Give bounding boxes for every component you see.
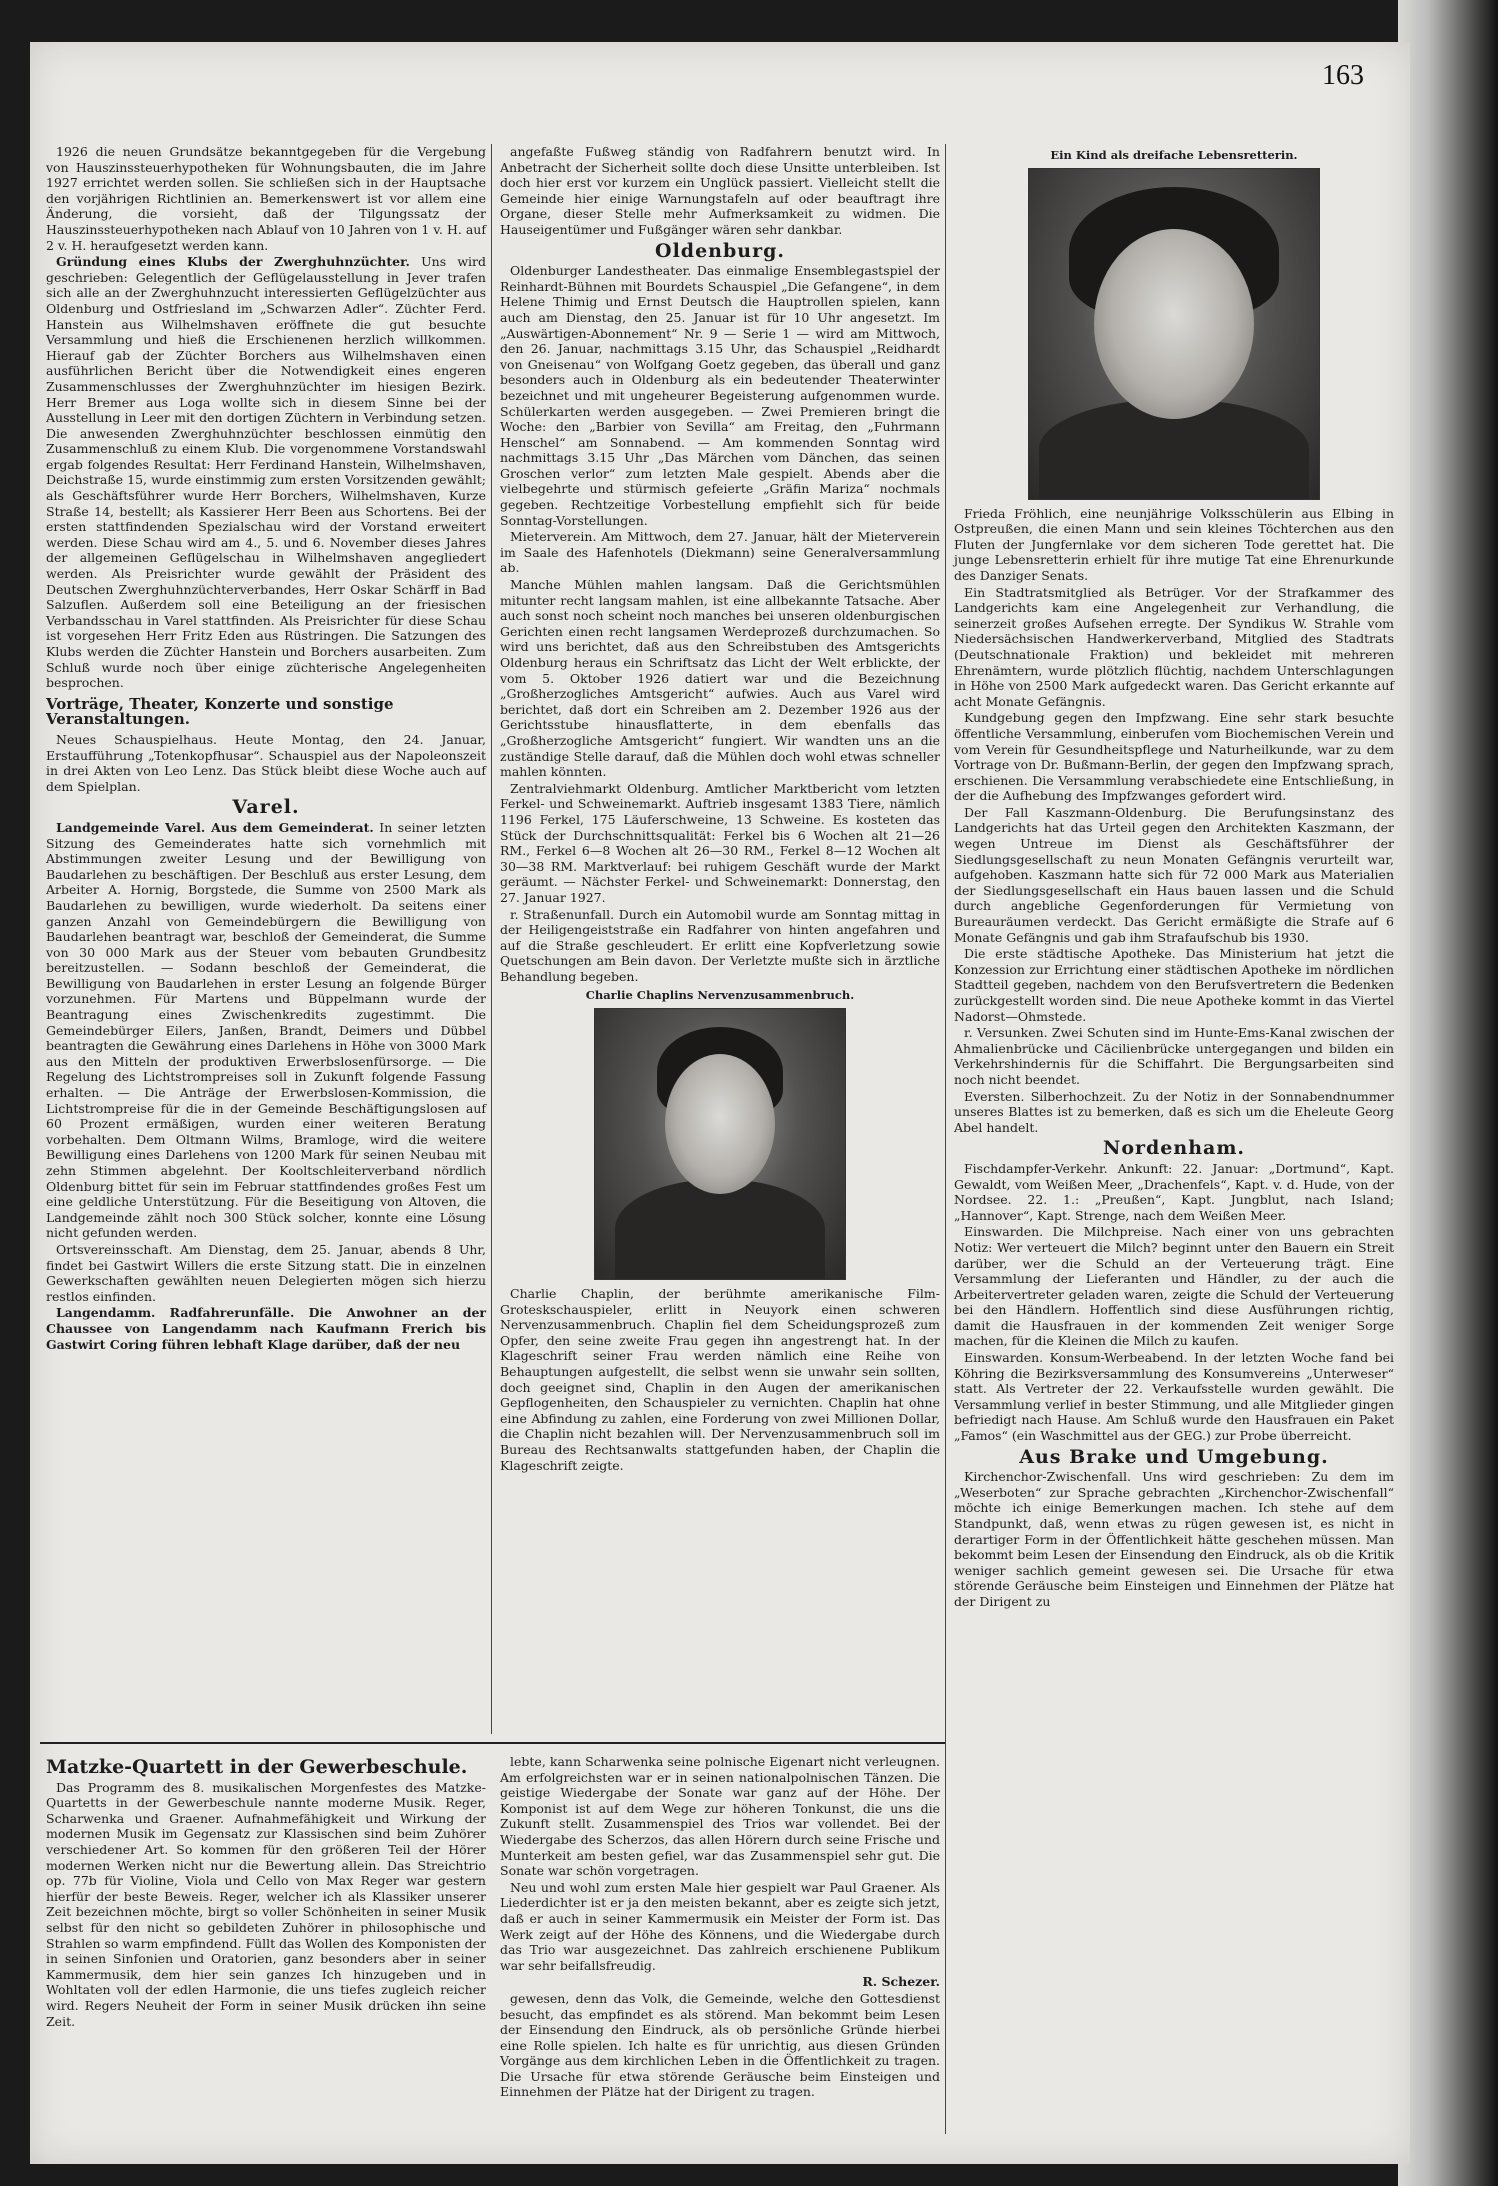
section-heading-oldenburg: Oldenburg. bbox=[655, 239, 785, 262]
chaplin-photo bbox=[594, 1008, 846, 1280]
photo-caption-chaplin: Charlie Chaplins Nervenzusammenbruch. bbox=[585, 988, 855, 1003]
section-rule bbox=[40, 1742, 945, 1744]
bottom-column-1 bbox=[46, 1754, 486, 2030]
scan-edge bbox=[1398, 0, 1498, 2186]
article-text: Das Programm des 8. musikalischen Morgenfestes des Matzke-Quartetts in der Gewerbeschule nannte moderne Musik. Reger, Scharwenka und Graener. Aufnahmefähigkeit und Wirkung der modernen Musik im Gegensatz zur Klassischen sind beim Zuhörer verschiedener Art. So kommen für den größeren Teil der Hörer modernen Werken nicht nur die Bewertung allein. Das Streichtrio op. 77b für Violine, Viola und Cello von Max Reger war gestern hierfür der beste Beweis. Reger, welcher ich als Klassiker unserer Zeit bezeichnen möchte, birgt so voller Schönheiten in seiner Musik selbst für den nicht so gebildeten Zuhörer in philosophische und Strahlen so warm empfindend. Füllt das Wollen des Komponisten der in seinen Sinfonien und Oratorien, ganz besonders aber in seiner Kammermusik, dem hier sein ganzes Ich hinzugeben und in Wohltaten voll der edlen Harmonie, die uns tiefes zugleich reicher wird. Regers Neuheit der Form in seiner Musik drücken ihn seine Zeit. bbox=[46, 1779, 486, 2029]
article-text: Zentralviehmarkt Oldenburg. Amtlicher Marktbericht vom letzten Ferkel- und Schweinemarkt. Auftrieb insgesamt 1383 Tiere, nämlich 1196 Ferkel, 175 Läuferschweine, 13 Schweine. Es kosteten das Stück der Durchschnittsqualität: Ferkel bis 6 Wochen alt 21—26 RM., Ferkel 6—8 Wochen alt 26—30 RM., Ferkel 8—12 Wochen alt 30—38 RM. Marktverlauf: bei ruhigem Geschäft wurde der Markt geräumt. — Nächster Ferkel- und Schweinemarkt: Donnerstag, den 27. Januar 1927. bbox=[500, 780, 940, 905]
column-2 bbox=[500, 144, 940, 1474]
column-rule bbox=[491, 144, 492, 1734]
girl-photo bbox=[1028, 168, 1320, 500]
section-heading-brake: Aus Brake und Umgebung. bbox=[1019, 1445, 1329, 1468]
article-signature: R. Schezer. bbox=[862, 1974, 940, 1990]
newspaper-page bbox=[30, 42, 1410, 2164]
column-rule bbox=[945, 144, 946, 2134]
section-heading-nordenham: Nordenham. bbox=[1102, 1137, 1246, 1160]
article-text: r. Versunken. Zwei Schuten sind im Hunte-Ems-Kanal zwischen der Ahmalienbrücke und Cäcilienbrücke untergegangen und bilden ein Verkehrshindernis für die Schiffahrt. Die Bergungsarbeiten sind noch nicht beendet. bbox=[954, 1025, 1394, 1087]
article-lead: angefaßte Fußweg ständig von Radfahrern benutzt wird. In Anbetracht der Sicherheit sollte doch diese Unsitte unterbleiben. Ist doch hier erst vor kurzem ein Unglück passiert. Vielleicht stellt die Gemeinde hier einige Warnungstafeln auf oder beauftragt ihre Organe, dieser Stelle mehr Aufmerksamkeit zu widmen. Die Hauseigentümer und Fußgänger wären sehr dankbar. bbox=[500, 144, 940, 237]
article-text: Kirchenchor-Zwischenfall. Uns wird geschrieben: Zu dem im „Weserboten“ zur Sprache gebrachten „Kirchenchor-Zwischenfall“ möchte ich einige Bemerkungen machen. Ich stehe auf dem Standpunkt, daß, wenn etwas zu rügen gewesen ist, es nicht in derartiger Form in der Öffentlichkeit hätte geschehen müssen. Man bekommt beim Lesen der Einsendung den Eindruck, als ob die Kritik weniger sachlich gemeint gewesen sei. Die Ursache für etwa störende Geräusche beim Einsteigen und Einnehmen der Plätze hat der Dirigent zu bbox=[954, 1469, 1394, 1609]
bottom-column-2 bbox=[500, 1754, 940, 2101]
column-3 bbox=[954, 144, 1394, 1611]
section-heading: Vorträge, Theater, Konzerte und sonstige Veranstaltungen. bbox=[46, 694, 394, 729]
article-text: Manche Mühlen mahlen langsam. Daß die Gerichtsmühlen mitunter recht langsam mahlen, ist eine allbekannte Tatsache. Aber auch sonst noch scheint noch manches bei unseren oldenburgischen Gerichten einen recht langsamen Werdeprozeß durchzumachen. So wird uns berichtet, daß aus den Schreibstuben des Amtsgerichts Oldenburg heraus ein Schriftsatz das Licht der Welt erblickte, der vom 5. Oktober 1926 datiert war und die Bezeichnung „Großherzogliches Amtsgericht“ aufwies. Auch aus Varel wird berichtet, daß dort ein Schreiben am 2. Dezember 1926 aus der Gerichtsstube hinausflatterte, in dem ebenfalls das „Großherzogliche Amtsgericht“ fungiert. Wir wandten uns an die zuständige Stelle darauf, daß die Mühlen doch wohl etwas schneller mahlen könnten. bbox=[500, 577, 940, 780]
article-text: lebte, kann Scharwenka seine polnische Eigenart nicht verleugnen. Am erfolgreichsten war er in seinen nationalpolnischen Tänzen. Die geistige Wiedergabe der Sonate war ganz auf der Höhe. Der Komponist ist auf dem Wege zur höheren Tonkunst, die uns die Zukunft stellt. Zusammenspiel des Trios war vollendet. Bei der Wiedergabe des Scherzos, das allen Hörern durch seine Frische und Munterkeit am besten gefiel, war das Zusammenspiel sehr gut. Die Sonate war schön vorgetragen. bbox=[500, 1754, 940, 1879]
article-lead: 1926 die neuen Grundsätze bekanntgegeben für die Vergebung von Hauszinssteuerhypotheken für Wohnungsbauten, die im Jahre 1927 errichtet werden sollen. Sie schließen sich in der Hauptsache den vorjährigen Richtlinien an. Bemerkenswert ist vor allem eine Änderung, die vorsieht, daß der Tilgungssatz der Hauszinssteuerhypotheken nach Ablauf von 10 Jahren von 1 v. H. auf 2 v. H. heraufgesetzt werden kann. bbox=[46, 144, 486, 253]
article-text: Die erste städtische Apotheke. Das Ministerium hat jetzt die Konzession zur Errichtung einer städtischen Apotheke im nördlichen Stadtteil gegeben, nachdem von den Berufsvertretern die Bedenken zurückgestellt worden sind. Die neue Apotheke kommt in das Viertel Nadorst—Ohmstede. bbox=[954, 946, 1394, 1024]
article-text: Oldenburger Landestheater. Das einmalige Ensemblegastspiel der Reinhardt-Bühnen mit Bourdets Schauspiel „Die Gefangene“, in dem Helene Thimig und Ernst Deutsch die Hauptrollen spielen, kann auch am Dienstag, den 25. Januar ist für 10 Uhr angesetzt. Im „Auswärtigen-Abonnement“ Nr. 9 — Serie 1 — wird am Mittwoch, den 26. Januar, nachmittags 3.15 Uhr, das Schauspiel „Reidhardt von Gneisenau“ von Wolfgang Goetz gegeben, das überall und ganz besonders auch in Oldenburg als ein bedeutender Theaterwinter bezeichnet und mit ungeheurer Begeisterung aufgenommen wurde. Schülerkarten werden ausgegeben. — Zwei Premieren bringt die Woche: den „Barbier von Sevilla“ am Freitag, den „Fuhrmann Henschel“ am Sonnabend. — Am kommenden Sonntag wird nachmittags 3.15 Uhr „Das Märchen vom Dänchen, das seinen Groschen verlor“ zum letzten Male gespielt. Abends aber die vielbegehrte und stürmisch gefeierte „Gräfin Mariza“ nochmals gegeben. Rechtzeitige Vorbestellung empfiehlt sich für beide Sonntag-Vorstellungen. bbox=[500, 263, 940, 528]
article-text: Einswarden. Konsum-Werbeabend. In der letzten Woche fand bei Köhring die Bezirksversammlung des Konsumvereins „Unterweser“ statt. Als Vertreter der 22. Verkaufsstelle wurden gewählt. Die Versammlung verlief in bester Stimmung, und alle Mitglieder gingen befriedigt nach Hause. Am Schluß wurde den Hausfrauen ein Paket „Famos“ (ein Waschmittel aus der GEG.) zur Probe überreicht. bbox=[954, 1350, 1394, 1444]
article-text: In seiner letzten Sitzung des Gemeinderates hatte sich vornehmlich mit Abstimmungen zweiter Lesung und der Bewilligung von Baudarlehen zu beschäftigen. Der Beschluß aus erster Lesung, dem Arbeiter A. Hornig, Borgstede, die Summe von 2500 Mark als Baudarlehen zu bewilligen, wurde wiederholt. Da seitens einer ganzen Anzahl von Gemeindebürgern die Bewilligung von Baudarlehen beantragt war, beschloß der Gemeinderat, die Summe von 30 000 Mark aus der Steuer vom bebauten Grundbesitz bereitzustellen. — Sodann beschloß der Gemeinderat, die Bewilligung von Baudarlehen in erster Lesung an folgende Bürger vorzunehmen. Für Martens und Büppelmann wurde der Beantragung eines Zwischenkredits zugestimmt. Die Gemeindebürger Eilers, Janßen, Brandt, Deimers und Dübbel beantragten die Gewährung eines Darlehens in Höhe von 3000 Mark aus den Mitteln der produktiven Erwerbslosenfürsorge. — Die Regelung des Lichtstrompreises soll in Zukunft folgende Fassung erhalten. — Die Anträge der Erwerbslosen-Kommission, die Lichtstrompreise für die in der Gemeinde Beschäftigungslosen auf 60 Prozent ermäßigen, wurden einer weiteren Beratung vorbehalten. Dem Oltmann Wilms, Bramloge, wird die weitere Bewilligung eines Darlehens von 1200 Mark für seinen Neubau mit zehn Stimmen abgelehnt. Der Kooltschleiterverband nördlich Oldenburg bittet für sein im Februar stattfindendes großes Fest um eine geldliche Unterstützung. Für die Beseitigung von Altoven, die Landgemeinde zählt noch 300 Stück solcher, konnte eine Lösung nicht gefunden werden. bbox=[46, 819, 486, 1241]
article-text: Neu und wohl zum ersten Male hier gespielt war Paul Graener. Als Liederdichter ist er ja den meisten bekannt, aber es zeigte sich jetzt, daß er auch in seiner Kammermusik ein Meister der Form ist. Das Werk zeigt auf der Höhe des Könnens, und die Wiedergabe durch das Trio war ausgezeichnet. Das zahlreich erschienene Publikum war sehr beifallsfreudig. bbox=[500, 1879, 940, 1973]
article-text: Neues Schauspielhaus. Heute Montag, den 24. Januar, Erstaufführung „Totenkopfhusar“. Schauspiel aus der Napoleonszeit in drei Akten von Leo Lenz. Das Stück bleibt diese Woche auch auf dem Spielplan. bbox=[46, 731, 486, 794]
article-text: Kundgebung gegen den Impfzwang. Eine sehr stark besuchte öffentliche Versammlung, einberufen vom Biochemischen Verein und vom Verein für Gesundheitspflege und Naturheilkunde, war zu dem Vortrage von Dr. Bußmann-Berlin, der gegen den Impfzwang sprach, erschienen. Die Versammlung verabschiedete eine Entschließung, in der die Aufhebung des Impfzwanges gefordert wird. bbox=[954, 710, 1394, 804]
section-heading-varel: Varel. bbox=[232, 796, 300, 819]
article-kicker: Landgemeinde Varel. Aus dem Gemeinderat. bbox=[56, 819, 374, 835]
photo-face bbox=[665, 1054, 775, 1194]
article-text: r. Straßenunfall. Durch ein Automobil wurde am Sonntag mittag in der Heiligengeiststraße ein Radfahrer von hinten angefahren und auf die Straße geschleudert. Er erlitt eine Kopfverletzung sowie Quetschungen am Bein davon. Der Verletzte mußte sich in ärztliche Behandlung begeben. bbox=[500, 906, 940, 984]
article-text: Einswarden. Die Milchpreise. Nach einer von uns gebrachten Notiz: Wer verteuert die Milch? beginnt unter den Bauern ein Streit darüber, wer die Schuld an der Verteuerung trägt. Eine Versammlung der Lieferanten und Händler, zu der auch die Arbeitervertreter geladen waren, zeigte die Schuld der Verteuerung bei den Händlern. Hoffentlich sind diese Ausführungen richtig, damit die Hausfrauen in der kommenden Zeit weniger Sorge machen, für die Kleinen die Milch zu kaufen. bbox=[954, 1224, 1394, 1349]
article-text: Frieda Fröhlich, eine neunjährige Volksschülerin aus Elbing in Ostpreußen, die einen Mann und sein kleines Töchterchen aus den Fluten der Jungfernlake vor dem sicheren Tode gerettet hat. Die junge Lebensretterin erhielt für ihre mutige Tat eine Ehrenurkunde des Danziger Senats. bbox=[954, 505, 1394, 583]
section-heading-matzke: Matzke-Quartett in der Gewerbeschule. bbox=[46, 1756, 468, 1778]
article-text: Ortsvereinsschaft. Am Dienstag, dem 25. Januar, abends 8 Uhr, findet bei Gastwirt Willers die erste Sitzung statt. Die in einzelnen Gewerkschaften gewählten neuen Delegierten mögen sich hierzu restlos einfinden. bbox=[46, 1241, 486, 1304]
article-text: Langendamm. Radfahrerunfälle. Die Anwohner an der Chaussee von Langendamm nach Kaufmann Frerich bis Gastwirt Coring führen lebhaft Klage darüber, daß der neu bbox=[46, 1305, 486, 1352]
article-kicker: Gründung eines Klubs der Zwerghuhnzüchter. bbox=[56, 254, 410, 270]
article-text: Eversten. Silberhochzeit. Zu der Notiz in der Sonnabendnummer unseres Blattes ist zu bemerken, daß es sich um die Eheleute Georg Abel handelt. bbox=[954, 1088, 1394, 1135]
photo-shoulders bbox=[615, 1179, 825, 1279]
photo-face bbox=[1094, 229, 1254, 419]
article-text: Ein Stadtratsmitglied als Betrüger. Vor der Strafkammer des Landgerichts kam eine Angelegenheit zur Verhandlung, die seinerzeit großes Aufsehen erregte. Der Syndikus W. Strahle vom Niedersächsischen Handwerkerverband, Mitglied des Stadtrats (Deutschnationale Fraktion) und bekleidet mit mehreren Ehrenämtern, wurde plötzlich flüchtig, nachdem Unterschlagungen in Höhe von 2500 Mark aufgedeckt waren. Das Gericht erkannte auf acht Monate Gefängnis. bbox=[954, 584, 1394, 709]
article-text: Der Fall Kaszmann-Oldenburg. Die Berufungsinstanz des Landgerichts hat das Urteil gegen den Architekten Kaszmann, der wegen Untreue im Dienst als Geschäftsführer der Siedlungsgesellschaft zu neun Monaten Gefängnis verurteilt war, aufgehoben. Kaszmann hatte sich für 72 000 Mark aus Materialien der Siedlungsgesellschaft ein Haus bauen lassen und die Schuld durch angebliche Gegenforderungen für Vermietung von Bureauräumen verdeckt. Das Gericht ermäßigte die Strafe auf 6 Monate Gefängnis und gab ihm Strafaufschub bis 1930. bbox=[954, 804, 1394, 945]
page-number: 163 bbox=[1322, 60, 1364, 91]
column-1 bbox=[46, 144, 486, 1353]
photo-caption-lifesaver: Ein Kind als dreifache Lebensretterin. bbox=[1050, 148, 1298, 162]
article-text: Charlie Chaplin, der berühmte amerikanische Film-Groteskschauspieler, erlitt in Neuyork einen schweren Nervenzusammenbruch. Chaplin fiel dem Scheidungsprozeß zum Opfer, den seine zweite Frau gegen ihn angestrengt hat. In der Klageschrift seiner Frau werden nämlich eine Reihe von Behauptungen aufgestellt, die selbst wenn sie unwahr sein sollten, doch geeignet sind, Chaplin in den Augen der amerikanischen Gepflogenheiten, den Schauspieler zu vernichten. Chaplin hat ohne eine Abfindung zu zahlen, eine Forderung von zwei Millionen Dollar, die Chaplin nicht bezahlen will. Der Nervenzusammenbruch soll im Bureau des Rechtsanwalts stattgefunden haben, der Chaplin die Klageschrift zeigte. bbox=[500, 1286, 940, 1473]
article-text: gewesen, denn das Volk, die Gemeinde, welche den Gottesdienst besucht, das empfindet es als störend. Man bekommt beim Lesen der Einsendung den Eindruck, als ob persönliche Gründe hierbei eine Rolle spielen. Ich halte es für unrichtig, aus diesen Gründen Vorgänge aus dem kirchlichen Leben in die Öffentlichkeit zu tragen. Die Ursache für etwa störende Geräusche beim Einsteigen und Einnehmen der Plätze hat der Dirigent zu tragen. bbox=[500, 1990, 940, 2100]
article-text: Fischdampfer-Verkehr. Ankunft: 22. Januar: „Dortmund“, Kapt. Gewaldt, vom Weißen Meer, „Drachenfels“, Kapt. v. d. Hude, von der Nordsee. 22. 1.: „Preußen“, Kapt. Jungblut, nach Island; „Hannover“, Kapt. Strenge, nach dem Weißen Meer. bbox=[954, 1160, 1394, 1223]
article-text: Mieterverein. Am Mittwoch, dem 27. Januar, hält der Mieterverein im Saale des Hafenhotels (Diekmann) seine Generalversammlung ab. bbox=[500, 529, 940, 576]
article-text: Uns wird geschrieben: Gelegentlich der Geflügelausstellung in Jever trafen sich alle an der Zwerghuhnzucht interessierten Geflügelzüchter aus Oldenburg und Ostfriesland im „Schwarzen Adler“. Züchter Ferd. Hanstein aus Wilhelmshaven eröffnete die gut besuchte Versammlung und hieß die Erschienenen herzlich willkommen. Hierauf gab der Züchter Borchers aus Wilhelmshaven einen ausführlichen Bericht über die Notwendigkeit eines engeren Zusammenschlusses der Zwerghuhnzüchter im hiesigen Bezirk. Herr Bremer aus Loga wollte sich in diesem Sinne bei der Ausstellung in Leer mit den dortigen Züchtern in Verbindung setzen. Die anwesenden Zwerghuhnzüchter beschlossen einmütig den Zusammenschluß zu einem Klub. Die vorgenommene Vorstandswahl ergab folgendes Resultat: Herr Ferdinand Hanstein, Wilhelmshaven, Deichstraße 15, wurde einstimmig zum ersten Vorsitzenden gewählt; als Geschäftsführer wurde Herr Borchers, Wilhelmshaven, Kurze Straße 14, bestellt; als Kassierer Herr Been aus Schortens. Bei der ersten stattfindenden Spezialschau wird der Vorstand erweitert werden. Diese Schau wird am 4., 5. und 6. November dieses Jahres der allgemeinen Geflügelschau in Wilhelmshaven angegliedert werden. Als Preisrichter wurde gewählt der Präsident des Deutschen Zwerghuhnzüchterverbandes, Herr Oskar Schärff in Bad Salzuflen. Außerdem soll eine Beteiligung an der friesischen Verbandsschau in Varel stattfinden. Als Preisrichter für diese Schau ist vorgesehen Herr Fritz Eden aus Rüstringen. Die Satzungen des Klubs werden die Züchter Hanstein und Borchers ausarbeiten. Zum Schluß wurde noch über einige züchterische Angelegenheiten besprochen. bbox=[46, 254, 486, 691]
